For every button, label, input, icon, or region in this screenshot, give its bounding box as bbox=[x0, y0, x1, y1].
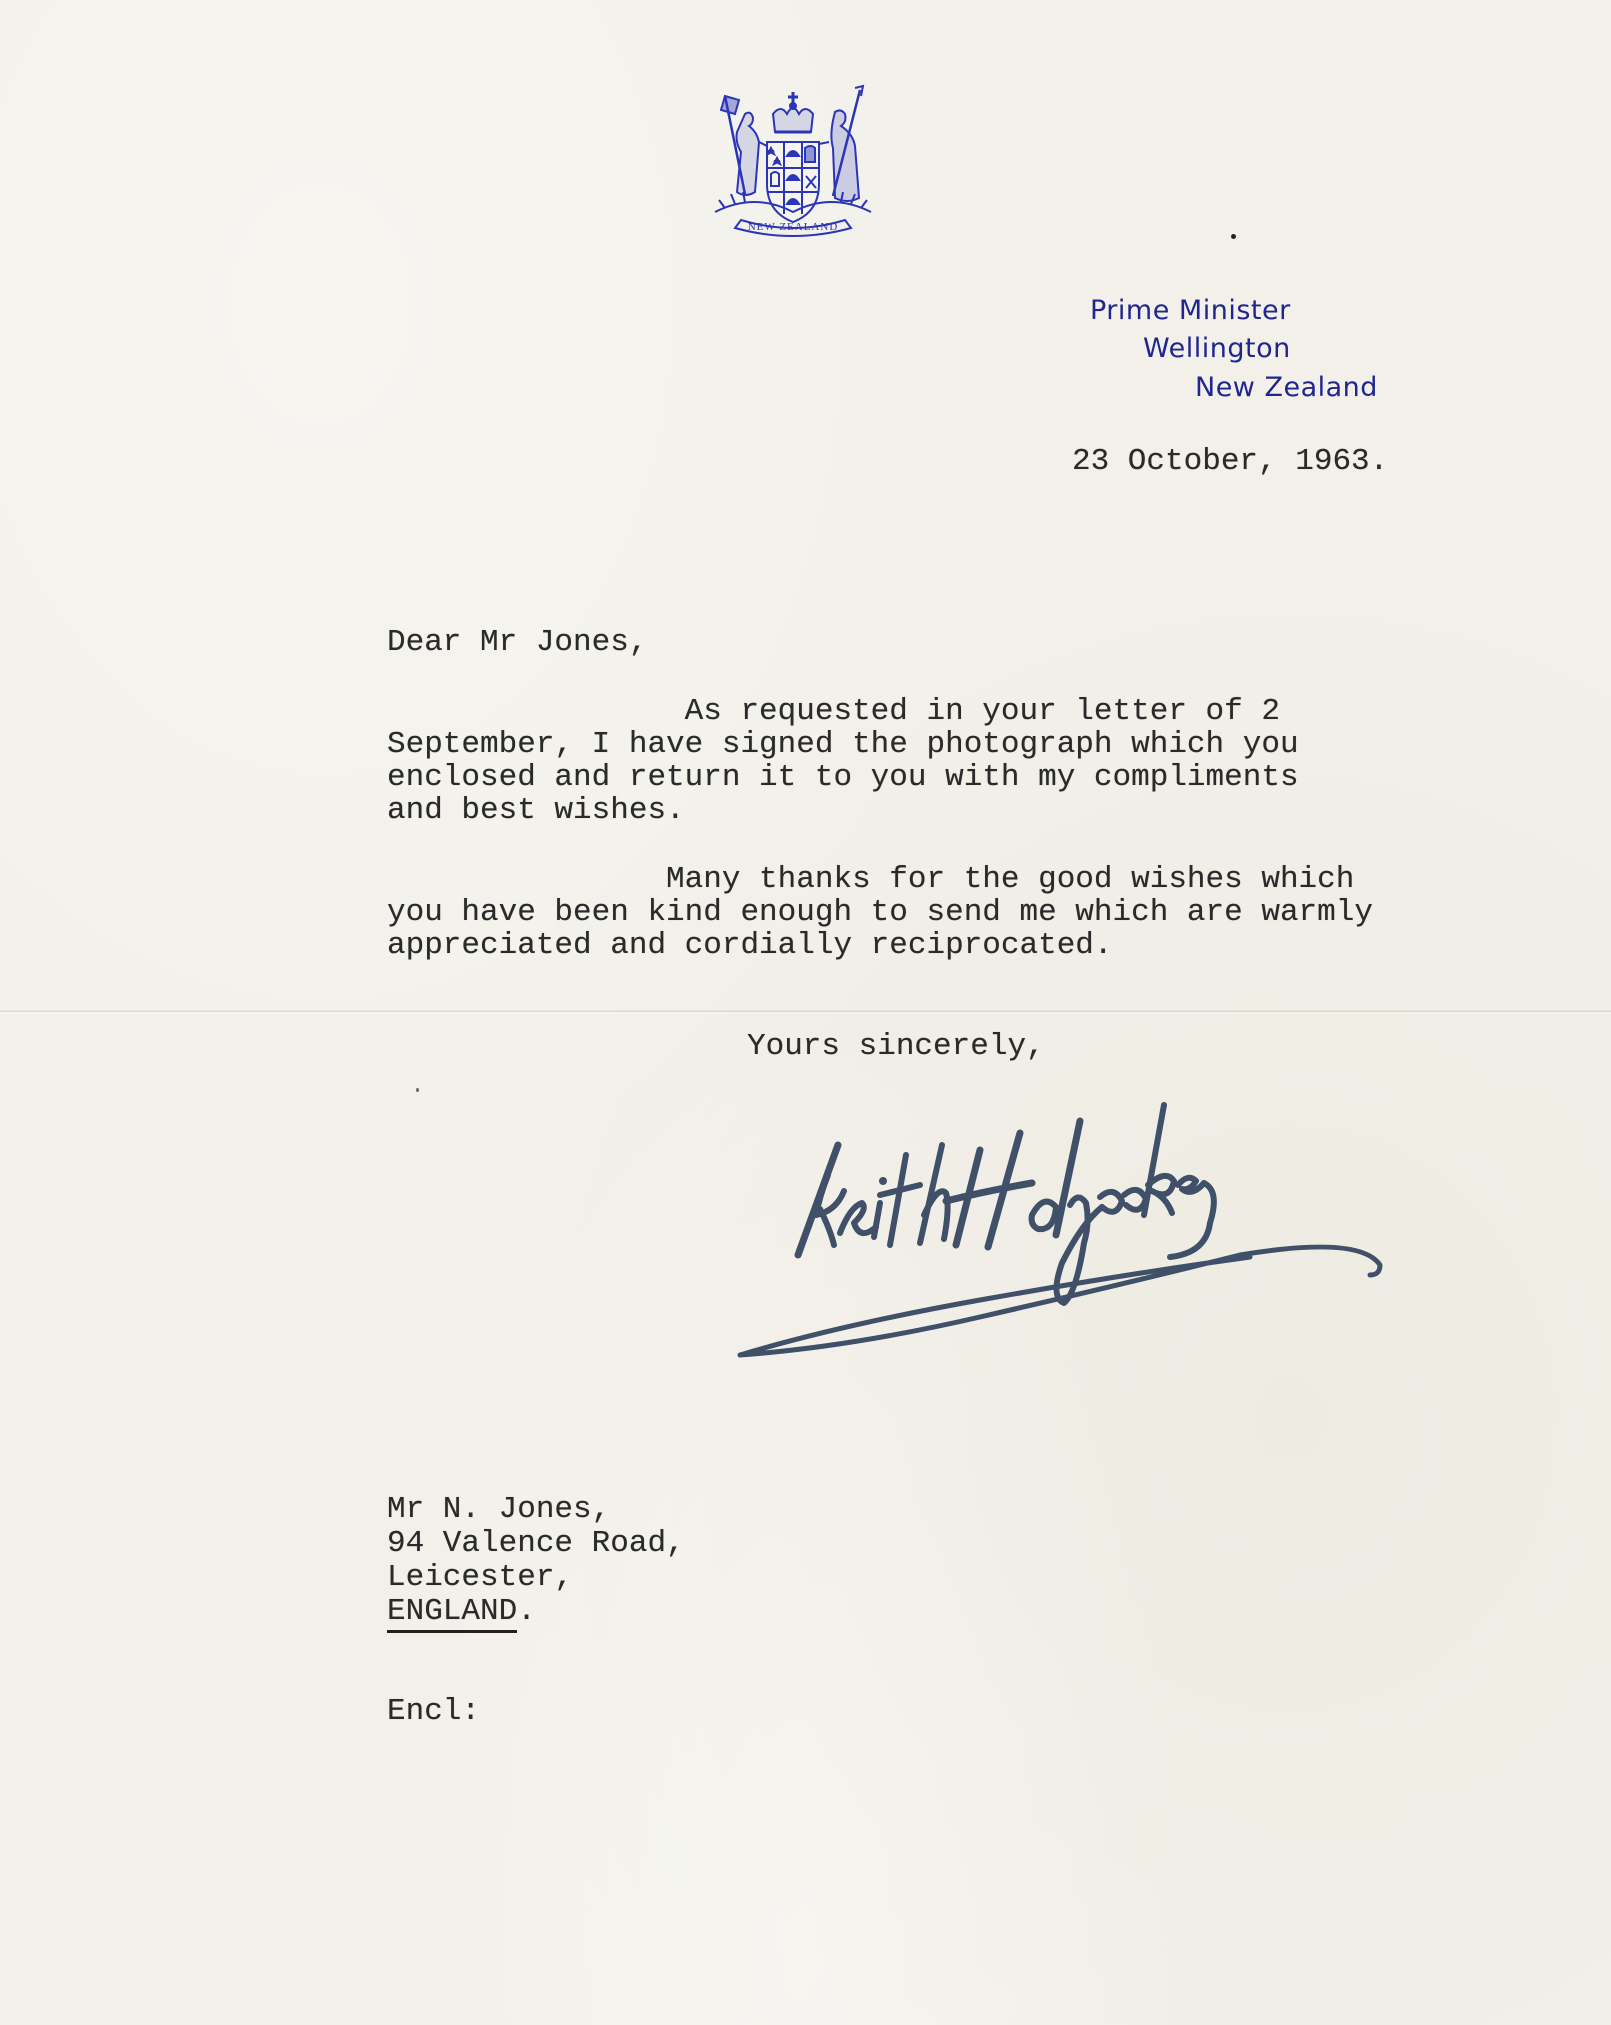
ink-speck bbox=[1231, 234, 1236, 239]
body-line: and best wishes. bbox=[387, 793, 685, 828]
new-zealand-coat-of-arms-icon bbox=[705, 84, 881, 246]
address-country-line bbox=[387, 1595, 536, 1628]
ink-speck bbox=[416, 1088, 419, 1092]
letter-date: 23 October, 1963. bbox=[1072, 444, 1389, 479]
address-country-punct: . bbox=[517, 1594, 536, 1629]
handwritten-signature bbox=[720, 1085, 1420, 1370]
enclosure-note: Encl: bbox=[387, 1694, 481, 1729]
letterhead-title: Prime Minister bbox=[1090, 295, 1291, 326]
body-line: September, I have signed the photograph which you bbox=[387, 727, 1299, 762]
body-line: you have been kind enough to send me which are warmly bbox=[387, 895, 1373, 930]
body-line: As requested in your letter of 2 bbox=[387, 694, 1280, 729]
address-line: 94 Valence Road, bbox=[387, 1526, 685, 1561]
letterhead-country: New Zealand bbox=[1195, 372, 1378, 403]
salutation: Dear Mr Jones, bbox=[387, 625, 648, 660]
body-line: Many thanks for the good wishes which bbox=[387, 862, 1355, 897]
crest-scroll-text: NEW ZEALAND bbox=[747, 221, 839, 233]
closing: Yours sincerely, bbox=[747, 1029, 1045, 1064]
letterhead-city: Wellington bbox=[1143, 333, 1291, 364]
address-line: Mr N. Jones, bbox=[387, 1492, 611, 1527]
body-line: appreciated and cordially reciprocated. bbox=[387, 928, 1113, 963]
address-line: Leicester, bbox=[387, 1560, 574, 1595]
fold-crease bbox=[0, 1010, 1611, 1014]
body-line: enclosed and return it to you with my compliments bbox=[387, 760, 1299, 795]
address-country: ENGLAND bbox=[387, 1594, 517, 1633]
